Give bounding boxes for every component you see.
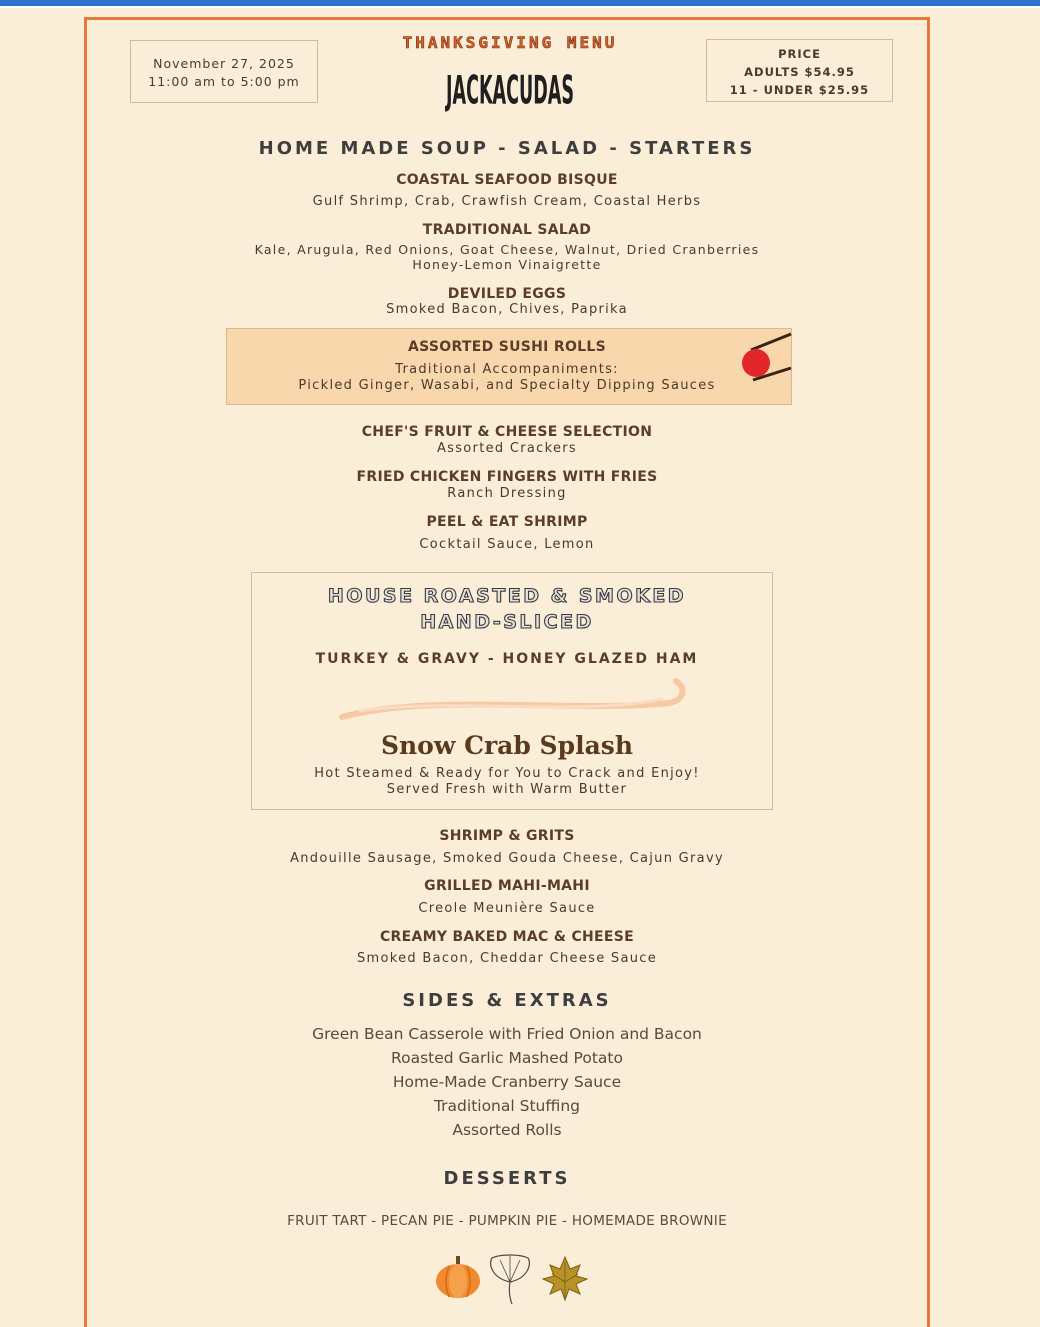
item-name: CHEF'S FRUIT & CHEESE SELECTION bbox=[361, 424, 653, 440]
maple-leaf-icon bbox=[540, 1254, 590, 1304]
side-item: Assorted Rolls bbox=[452, 1121, 562, 1139]
item-name: FRIED CHICKEN FINGERS WITH FRIES bbox=[356, 469, 658, 485]
item-name: CREAMY BAKED MAC & CHEESE bbox=[379, 929, 635, 945]
side-item: Roasted Garlic Mashed Potato bbox=[391, 1049, 623, 1067]
ginkgo-leaf-icon bbox=[486, 1252, 534, 1306]
date-box bbox=[130, 40, 318, 103]
item-desc: Kale, Arugula, Red Onions, Goat Cheese, Walnut, Dried Cranberries bbox=[254, 242, 760, 257]
event-date: November 27, 2025 bbox=[153, 56, 295, 71]
price-box bbox=[706, 39, 893, 102]
item-name: COASTAL SEAFOOD BISQUE bbox=[396, 172, 618, 188]
window-top-line bbox=[0, 6, 1040, 8]
snow-crab-desc: Served Fresh with Warm Butter bbox=[386, 782, 628, 797]
logo-text: JACKACUDAS bbox=[444, 67, 574, 114]
snow-crab-desc: Hot Steamed & Ready for You to Crack and Enjoy! bbox=[314, 766, 700, 781]
item-desc: Smoked Bacon, Cheddar Cheese Sauce bbox=[356, 951, 658, 966]
item-desc: Ranch Dressing bbox=[447, 486, 567, 501]
side-item: Traditional Stuffing bbox=[433, 1097, 581, 1115]
item-desc: Smoked Bacon, Chives, Paprika bbox=[386, 302, 628, 317]
item-desc: Gulf Shrimp, Crab, Crawfish Cream, Coastal Herbs bbox=[312, 194, 702, 209]
pumpkin-icon bbox=[434, 1254, 482, 1300]
item-name: DEVILED EGGS bbox=[447, 286, 567, 302]
side-item: Home-Made Cranberry Sauce bbox=[392, 1073, 622, 1091]
price-kids: 11 - UNDER $25.95 bbox=[729, 83, 870, 97]
sides-heading: SIDES & EXTRAS bbox=[402, 990, 612, 1011]
item-name: TRADITIONAL SALAD bbox=[422, 222, 592, 238]
item-name: GRILLED MAHI-MAHI bbox=[424, 878, 590, 894]
item-name: SHRIMP & GRITS bbox=[439, 828, 575, 844]
item-name: ASSORTED SUSHI ROLLS bbox=[408, 339, 606, 355]
desserts-heading: DESSERTS bbox=[443, 1168, 571, 1189]
item-desc: Andouille Sausage, Smoked Gouda Cheese, Cajun Gravy bbox=[290, 851, 724, 866]
starters-heading: HOME MADE SOUP - SALAD - STARTERS bbox=[258, 138, 756, 159]
jackacudas-logo bbox=[420, 60, 600, 116]
side-item: Green Bean Casserole with Fried Onion and Bacon bbox=[312, 1025, 702, 1043]
price-adults: ADULTS $54.95 bbox=[744, 65, 855, 79]
event-hours: 11:00 am to 5:00 pm bbox=[148, 74, 300, 89]
carving-title-line1: HOUSE ROASTED & SMOKED bbox=[327, 585, 687, 607]
price-label: PRICE bbox=[778, 47, 821, 61]
snow-crab-title: Snow Crab Splash bbox=[380, 731, 634, 760]
item-name: PEEL & EAT SHRIMP bbox=[426, 514, 588, 530]
menu-title: THANKSGIVING MENU bbox=[402, 33, 618, 52]
item-desc: Traditional Accompaniments: bbox=[395, 362, 619, 377]
item-desc: Assorted Crackers bbox=[436, 441, 578, 456]
carving-title-line2: HAND-SLICED bbox=[420, 611, 594, 633]
item-desc: Pickled Ginger, Wasabi, and Specialty Dipping Sauces bbox=[298, 378, 716, 393]
item-desc: Honey-Lemon Vinaigrette bbox=[412, 257, 602, 272]
carving-meats: TURKEY & GRAVY - HONEY GLAZED HAM bbox=[315, 651, 699, 667]
brush-stroke-decoration bbox=[340, 673, 690, 723]
item-desc: Cocktail Sauce, Lemon bbox=[419, 537, 595, 552]
desserts-list: FRUIT TART - PECAN PIE - PUMPKIN PIE - HOMEMADE BROWNIE bbox=[287, 1213, 727, 1229]
item-desc: Creole Meunière Sauce bbox=[418, 901, 596, 916]
